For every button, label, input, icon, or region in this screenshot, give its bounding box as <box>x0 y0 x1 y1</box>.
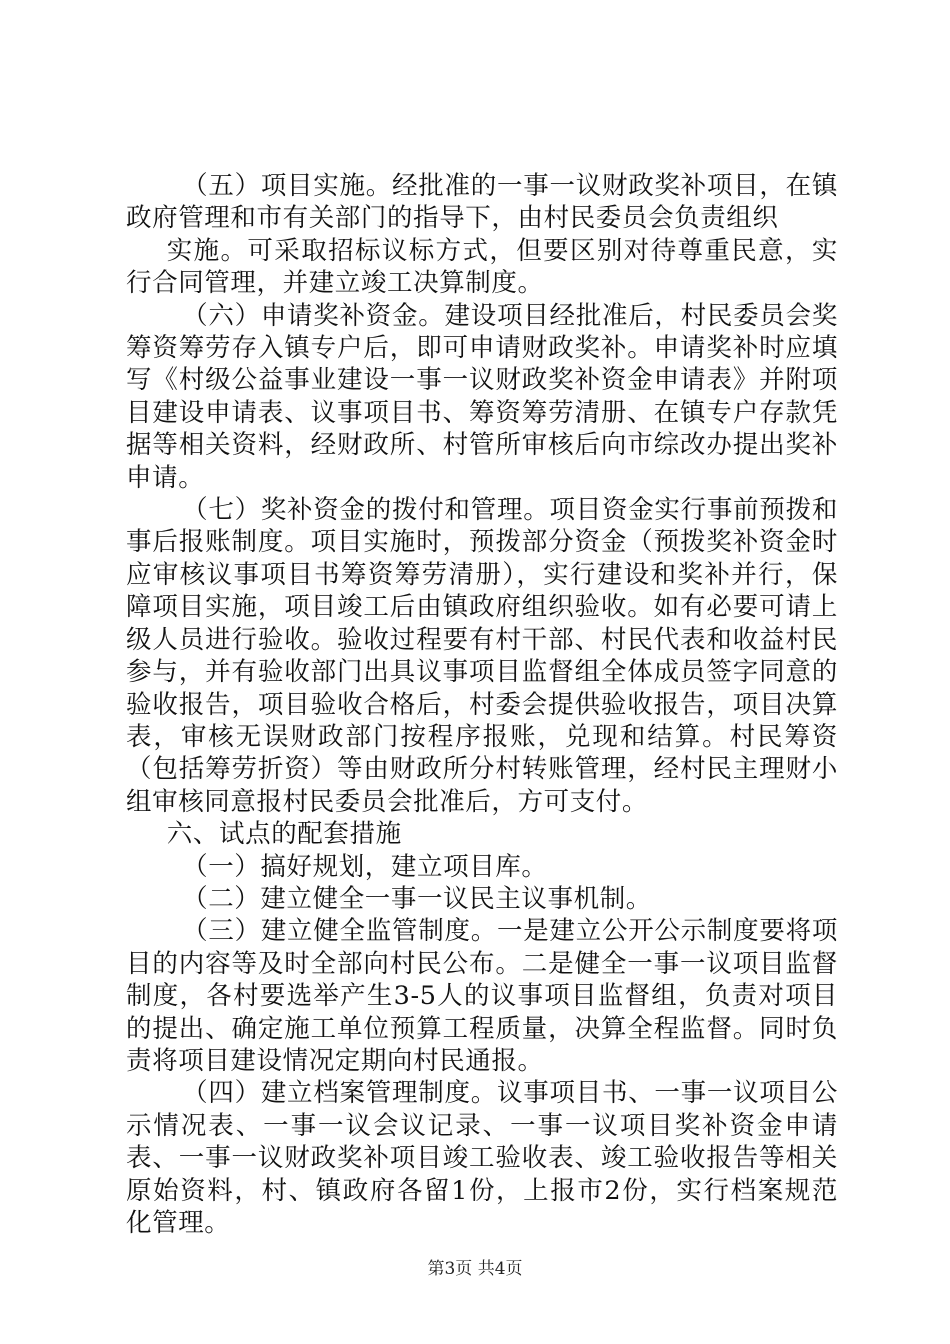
paragraph-supervision-system: （三）建立健全监管制度。一是建立公开公示制度要将项目的内容等及时全部向村民公布。二是健全一事一议项目监督制度，各村要选举产生3-5人的议事项目监督组，负责对项目的提出、确定施工单位预算工程质量，决算全程监督。同时负责将项目建设情况定期向村民通报。 <box>126 916 838 1076</box>
paragraph-implementation-continued: 实施。可采取招标议标方式，但要区别对待尊重民意，实行合同管理，并建立竣工决算制度。 <box>126 235 838 299</box>
paragraph-planning: （一）搞好规划，建立项目库。 <box>182 851 548 882</box>
document-body <box>126 170 838 1239</box>
section-heading-supporting-measures: 六、试点的配套措施 <box>166 819 402 850</box>
paragraph-apply-subsidy: （六）申请奖补资金。建设项目经批准后，村民委员会奖筹资筹劳存入镇专户后，即可申请财政奖补。申请奖补时应填写《村级公益事业建设一事一议财政奖补资金申请表》并附项目建设申请表、议事项目书、筹资筹劳清册、在镇专户存款凭据等相关资料，经财政所、村管所审核后向市综改办提出奖补申请。 <box>126 300 838 493</box>
paragraph-project-implementation: （五）项目实施。经批准的一事一议财政奖补项目，在镇政府管理和市有关部门的指导下，由村民委员会负责组织 <box>126 171 838 234</box>
paragraph-deliberation-mechanism: （二）建立健全一事一议民主议事机制。 <box>182 883 652 914</box>
paragraph-subsidy-disbursement: （七）奖补资金的拨付和管理。项目资金实行事前预拨和事后报账制度。项目实施时，预拨部分资金（预拨奖补资金时应审核议事项目书筹资筹劳清册），实行建设和奖补并行，保障项目实施，项目竣工后由镇政府组织验收。如有必要可请上级人员进行验收。验收过程要有村干部、村民代表和收益村民参与，并有验收部门出具议事项目监督组全体成员签字同意的验收报告，项目验收合格后，村委会提供验收报告，项目决算表，审核无误财政部门按程序报账，兑现和结算。村民筹资（包括筹劳折资）等由财政所分村转账管理，经村民主理财小组审核同意报村民委员会批准后，方可支付。 <box>126 495 838 817</box>
paragraph-archive-management: （四）建立档案管理制度。议事项目书、一事一议项目公示情况表、一事一议会议记录、一事一议项目奖补资金申请表、一事一议财政奖补项目竣工验收表、竣工验收报告等相关原始资料，村、镇政府各留1份，上报市2份，实行档案规范化管理。 <box>126 1078 838 1238</box>
page-number-footer: 第3页 共4页 <box>427 1259 523 1279</box>
